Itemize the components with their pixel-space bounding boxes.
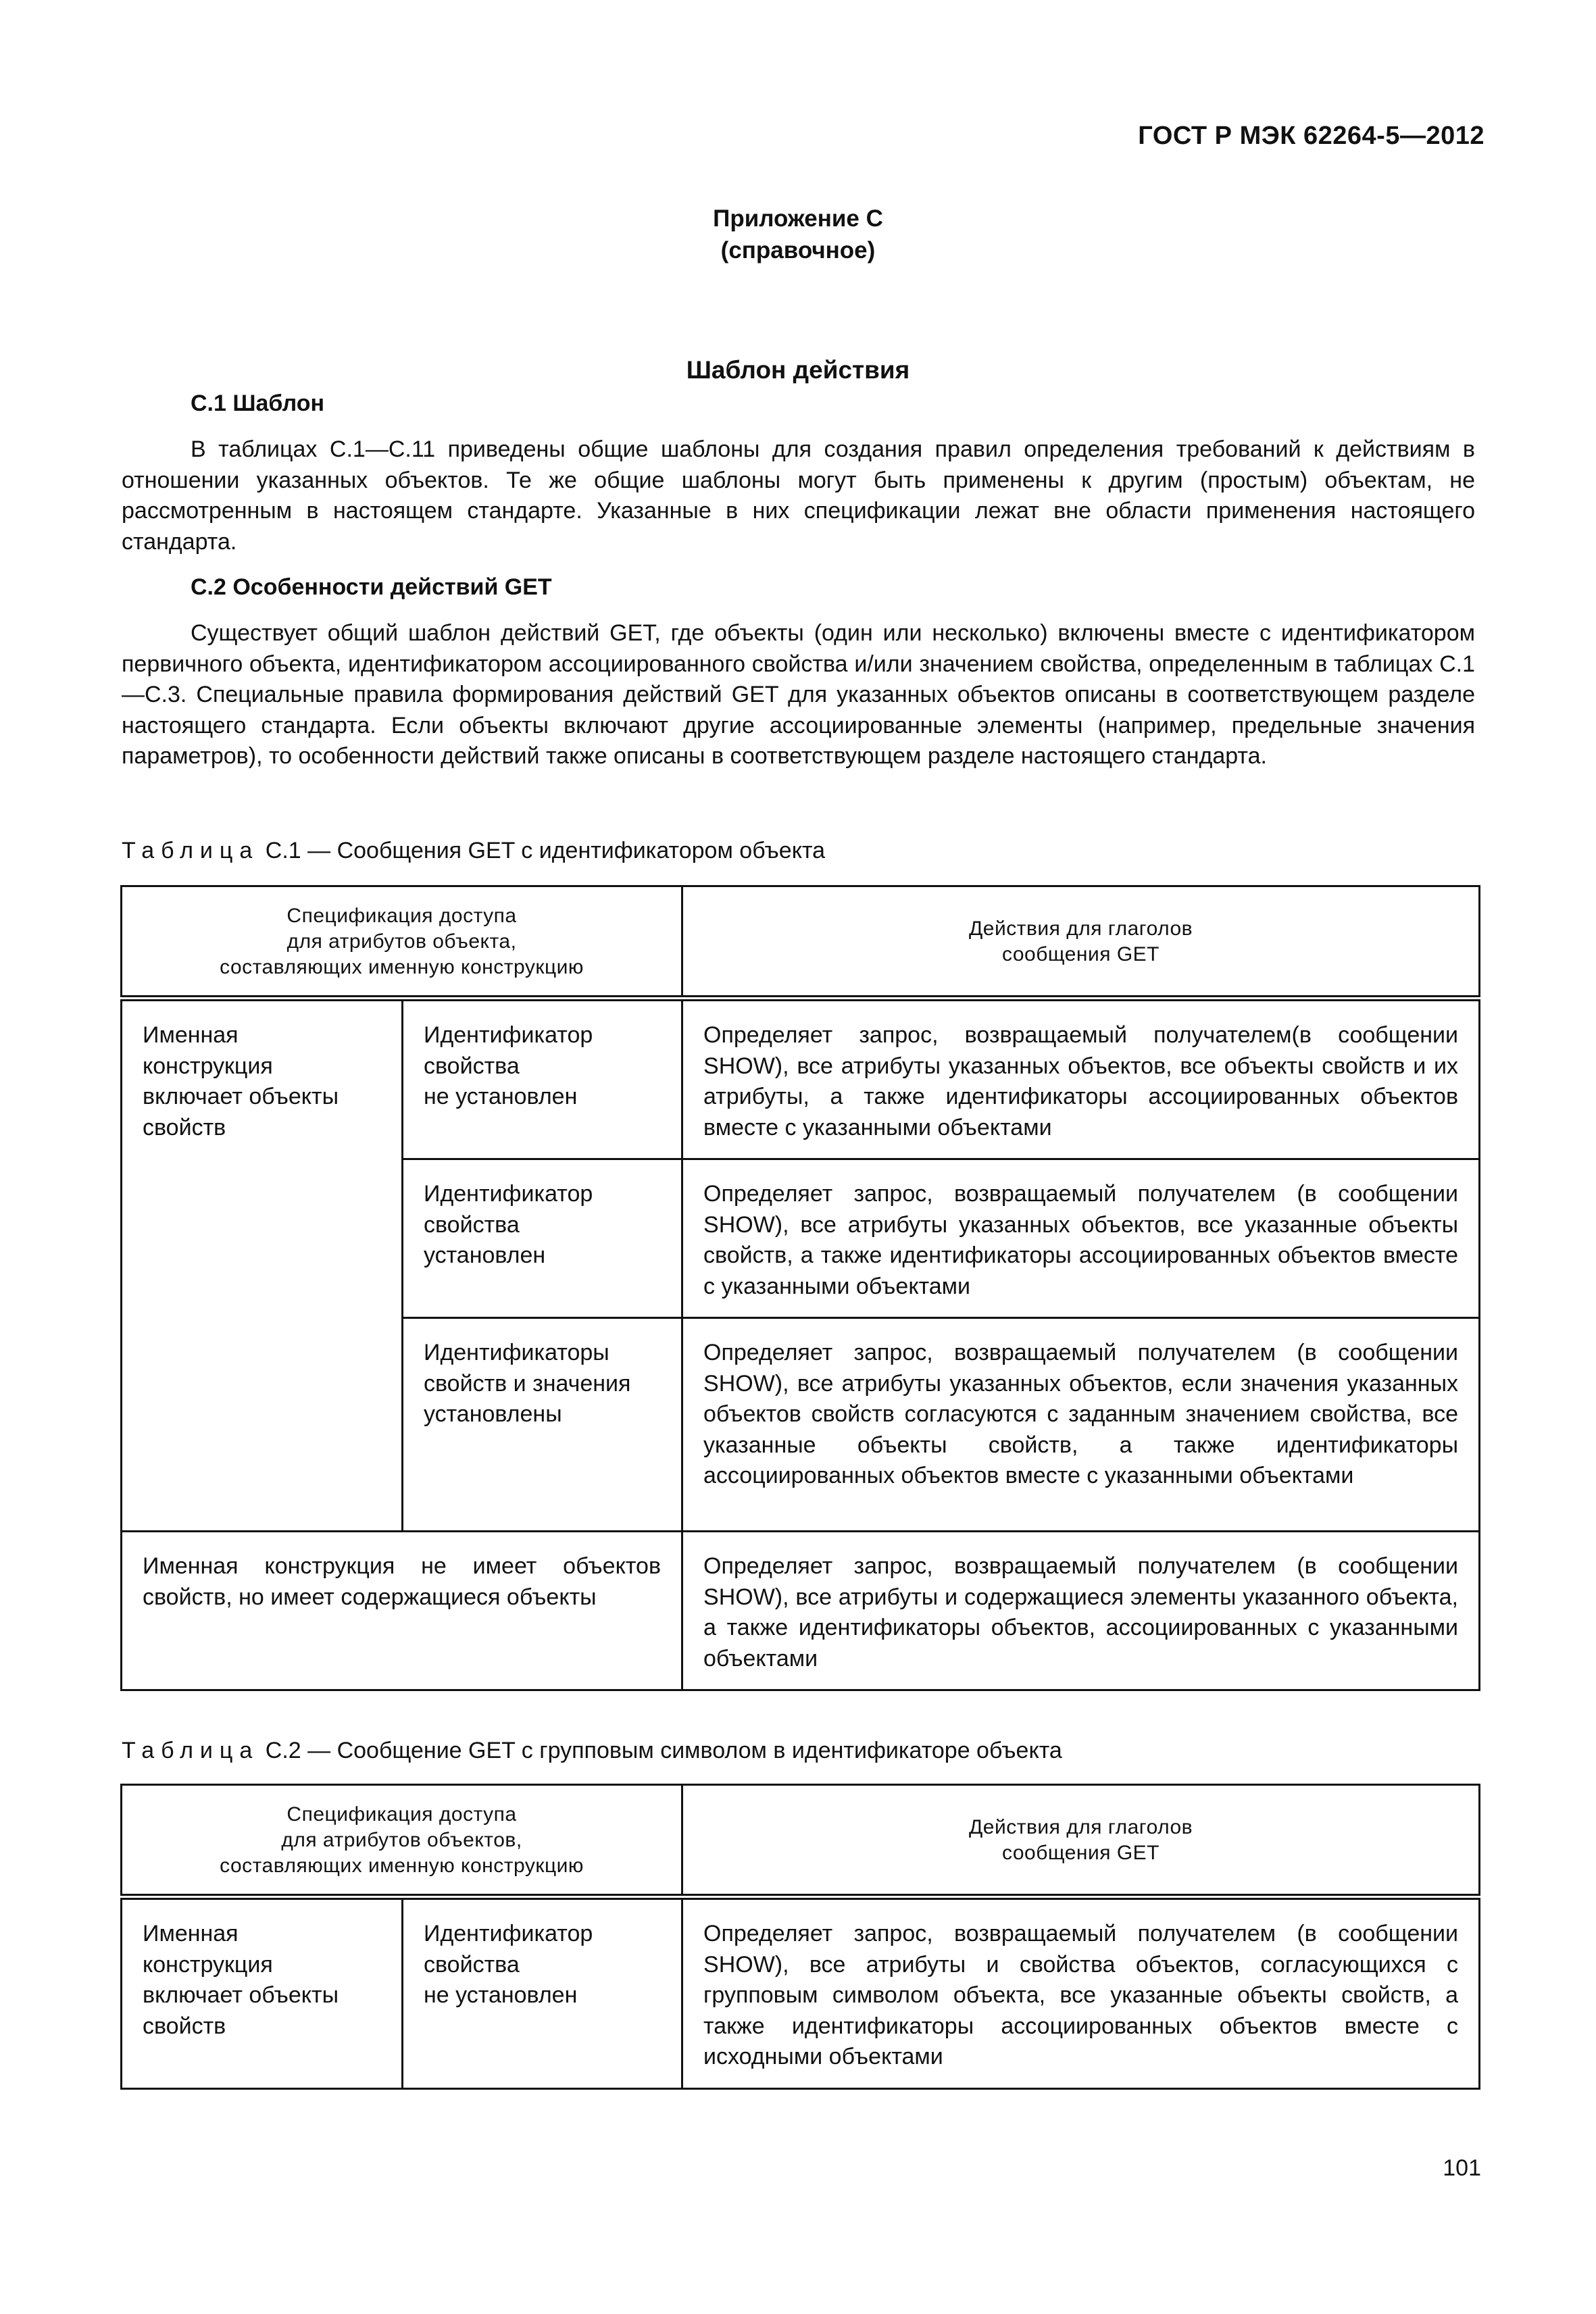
- table-caption-word: Таблица: [122, 1738, 259, 1763]
- header-access-spec: Спецификация доступа для атрибутов объектов, составляющих именную конструкцию: [122, 1785, 682, 1897]
- table-caption-word: Таблица: [122, 838, 259, 863]
- table-c2: [120, 1784, 1480, 2090]
- cell-condition: Идентификатор свойства установлен: [403, 1159, 682, 1318]
- section-heading-c1: С.1 Шаблон: [191, 391, 325, 416]
- table-caption-c2: [122, 1738, 1062, 1764]
- annex-heading: [0, 203, 1596, 266]
- cell-action: Определяет запрос, возвращаемый получателем (в сообщении SHOW), все атрибуты указанных объектов, все указанные объекты свойств, а также идентификаторы ассоциированных объектов вместе с указанными объектами: [682, 1159, 1480, 1318]
- table-c1: [120, 885, 1480, 1691]
- table-row: [122, 999, 1480, 1159]
- table-row: [122, 1532, 1480, 1690]
- cell-group: Именная конструкция включает объекты свойств: [122, 1897, 403, 2089]
- page-number: 101: [1443, 2155, 1481, 2181]
- cell-condition: Идентификаторы свойств и значения установлены: [403, 1318, 682, 1532]
- table-caption-text: С.2 — Сообщение GET с групповым символом в идентификаторе объекта: [265, 1738, 1062, 1763]
- table-header-row: [122, 1785, 1480, 1897]
- cell-condition: Идентификатор свойства не установлен: [403, 1897, 682, 2089]
- cell-action: Определяет запрос, возвращаемый получателем (в сообщении SHOW), все атрибуты и содержащиеся элементы указанного объекта, а также идентификаторы объектов, ассоциированных с указанными объектами: [682, 1532, 1480, 1690]
- table-caption-text: С.1 — Сообщения GET с идентификатором объекта: [265, 838, 826, 863]
- annex-kind: (справочное): [720, 237, 876, 263]
- annex-label: Приложение С: [713, 205, 883, 232]
- table-header-row: [122, 886, 1480, 999]
- header-access-spec: Спецификация доступа для атрибутов объекта, составляющих именную конструкцию: [122, 886, 682, 999]
- cell-group: Именная конструкция включает объекты свойств: [122, 999, 403, 1532]
- cell-action: Определяет запрос, возвращаемый получателем (в сообщении SHOW), все атрибуты и свойства объектов, согласующихся с групповым символом объекта, все указанные объекты свойств, а также идентификаторы ассоциированных объектов вместе с исходными объектами: [682, 1897, 1480, 2089]
- header-actions: Действия для глаголов сообщения GET: [682, 1785, 1480, 1897]
- annex-title: Шаблон действия: [686, 356, 910, 384]
- cell-action: Определяет запрос, возвращаемый получателем(в сообщении SHOW), все атрибуты указанных объектов, все объекты свойств и их атрибуты, а также идентификаторы ассоциированных объектов вместе с указанными объектами: [682, 999, 1480, 1159]
- cell-condition: Именная конструкция не имеет объектов свойств, но имеет содержащиеся объекты: [122, 1532, 682, 1690]
- section-heading-c2: С.2 Особенности действий GET: [191, 574, 552, 600]
- cell-condition: Идентификатор свойства не установлен: [403, 999, 682, 1159]
- table-caption-c1: [122, 838, 825, 864]
- header-actions: Действия для глаголов сообщения GET: [682, 886, 1480, 999]
- section-text-c1: В таблицах С.1—С.11 приведены общие шаблоны для создания правил определения требований к действиям в отношении указанных объектов. Те же общие шаблоны могут быть применены к другим (простым) объектам, не рассмотренным в настоящем стандарте. Указанные в них спецификации лежат вне области применения настоящего стандарта.: [122, 436, 1475, 555]
- section-text-c2: Существует общий шаблон действий GET, где объекты (один или несколько) включены вместе с идентификатором первичного объекта, идентификатором ассоциированного свойства и/или значением свойства, определенным в таблицах С.1—С.3. Специальные правила формирования действий GET для указанных объектов описаны в соответствующем разделе настоящего стандарта. Если объекты включают другие ассоциированные элементы (например, предельные значения параметров), то особенности действий также описаны в соответствующем разделе настоящего стандарта.: [122, 620, 1475, 770]
- cell-action: Определяет запрос, возвращаемый получателем (в сообщении SHOW), все атрибуты указанных объектов, если значения указанных объектов свойств согласуются с заданным значением свойства, все указанные объекты свойств, а также идентификаторы ассоциированных объектов вместе с указанными объектами: [682, 1318, 1480, 1532]
- document-code: ГОСТ Р МЭК 62264-5—2012: [1138, 122, 1485, 150]
- table-row: [122, 1897, 1480, 2089]
